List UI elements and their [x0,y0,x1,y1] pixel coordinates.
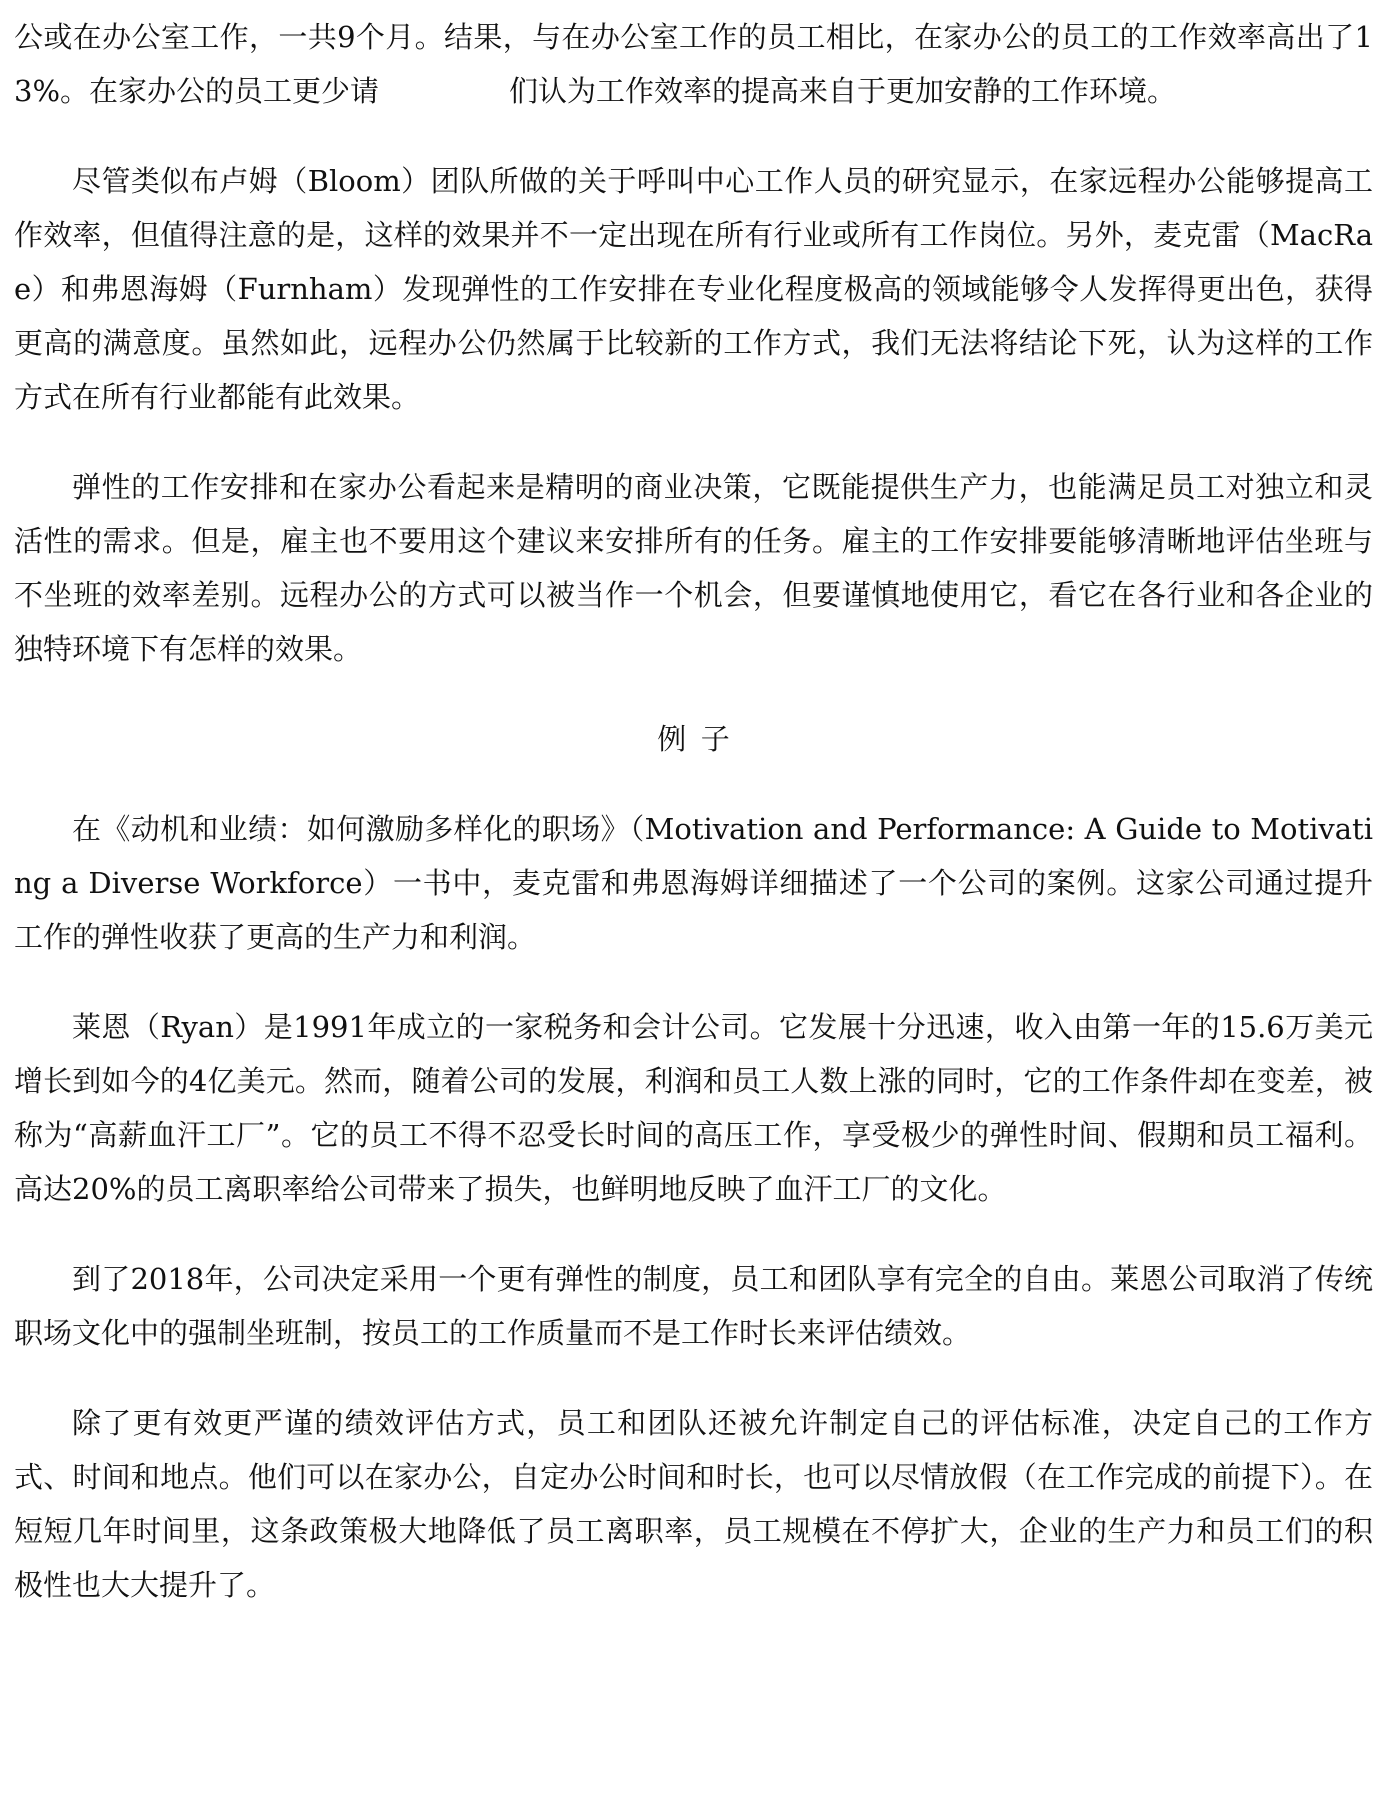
paragraph-intro-part-2: 们认为工作效率的提高来自于更加安静的工作环境。 [509,74,1177,108]
paragraph-bloom-study: 尽管类似布卢姆（Bloom）团队所做的关于呼叫中心工作人员的研究显示，在家远程办公能够提高工作效率，但值得注意的是，这样的效果并不一定出现在所有行业或所有工作岗位。另外，麦克雷（MacRae）和弗恩海姆（Furnham）发现弹性的工作安排在专业化程度极高的领域能够令人发挥得更出色，获得更高的满意度。虽然如此，远程办公仍然属于比较新的工作方式，我们无法将结论下死，认为这样的工作方式在所有行业都能有此效果。 [14,164,1373,414]
paragraph-flexible-arrangement: 弹性的工作安排和在家办公看起来是精明的商业决策，它既能提供生产力，也能满足员工对独立和灵活性的需求。但是，雇主也不要用这个建议来安排所有的任务。雇主的工作安排要能够清晰地评估坐班与不坐班的效率差别。远程办公的方式可以被当作一个机会，但要谨慎地使用它，看它在各行业和各企业的独特环境下有怎样的效果。 [14,470,1373,666]
paragraph-intro-continued [14,10,1373,118]
paragraph-policy-results: 除了更有效更严谨的绩效评估方式，员工和团队还被允许制定自己的评估标准，决定自己的工作方式、时间和地点。他们可以在家办公，自定办公时间和时长，也可以尽情放假（在工作完成的前提下）。在短短几年时间里，这条政策极大地降低了员工离职率，员工规模在不停扩大，企业的生产力和员工们的积极性也大大提升了。 [14,1406,1373,1602]
paragraph-book-reference: 在《动机和业绩：如何激励多样化的职场》（Motivation and Performance: A Guide to Motivating a Diverse Workforce）一书中，麦克雷和弗恩海姆详细描述了一个公司的案例。这家公司通过提升工作的弹性收获了更高的生产力和利润。 [14,812,1373,954]
paragraph-intro-part-1: 公或在办公室工作，一共9个月。结果，与在办公室工作的员工相比，在家办公的员工的工作效率高出了13%。在家办公的员工更少请 [14,20,1373,108]
paragraph-2018-policy: 到了2018年，公司决定采用一个更有弹性的制度，员工和团队享有完全的自由。莱恩公司取消了传统职场文化中的强制坐班制，按员工的工作质量而不是工作时长来评估绩效。 [14,1262,1373,1350]
paragraph-ryan-company: 莱恩（Ryan）是1991年成立的一家税务和会计公司。它发展十分迅速，收入由第一年的15.6万美元增长到如今的4亿美元。然而，随着公司的发展，利润和员工人数上涨的同时，它的工作条件却在变差，被称为“高薪血汗工厂”。它的员工不得不忍受长时间的高压工作，享受极少的弹性时间、假期和员工福利。高达20%的员工离职率给公司带来了损失，也鲜明地反映了血汗工厂的文化。 [14,1010,1373,1206]
section-heading-example: 例子 [657,722,745,756]
